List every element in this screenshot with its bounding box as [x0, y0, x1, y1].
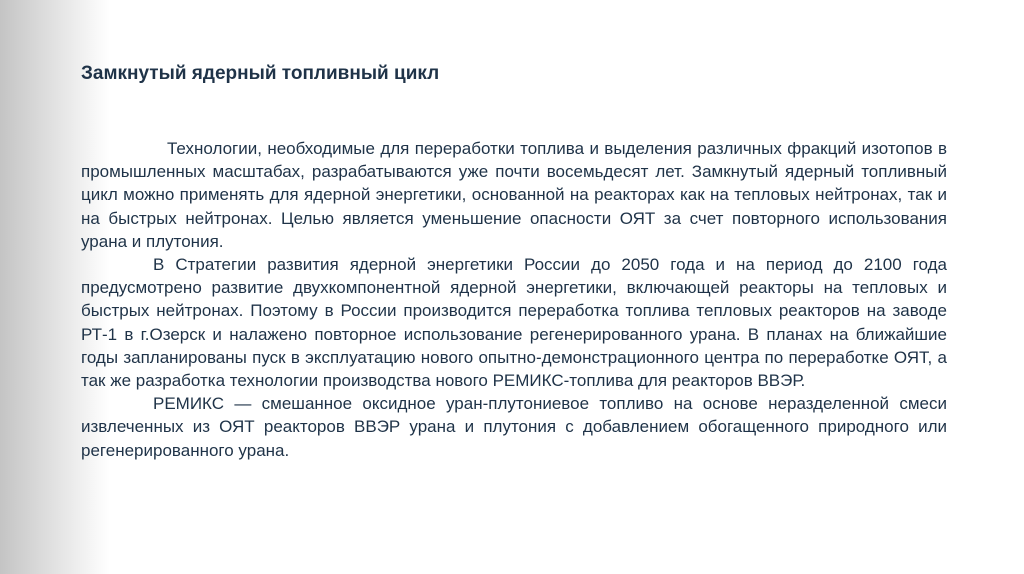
- slide-title: Замкнутый ядерный топливный цикл: [81, 63, 440, 84]
- paragraph-remix: РЕМИКС — смешанное оксидное уран-плутониевое топливо на основе неразделенной смеси извлеченных из ОЯТ реакторов ВВЭР урана и плутония с добавлением обогащенного природного или регенерированного урана.: [81, 394, 947, 460]
- paragraph-technologies: Технологии, необходимые для переработки топлива и выделения различных фракций изотопов в промышленных масштабах, разрабатываются уже почти восемьдесят лет. Замкнутый ядерный топливный цикл можно применять для ядерной энергетики, основанной на реакторах как на тепловых нейтронах, так и на быстрых нейтронах. Целью является уменьшение опасности ОЯТ за счет повторного использования урана и плутония.: [81, 139, 947, 251]
- slide-body: [81, 137, 947, 462]
- paragraph-strategy: В Стратегии развития ядерной энергетики России до 2050 года и на период до 2100 года предусмотрено развитие двухкомпонентной ядерной энергетики, включающей реакторы на тепловых и быстрых нейтронах. Поэтому в России производится переработка топлива тепловых реакторов на заводе РТ-1 в г.Озерск и налажено повторное использование регенерированного урана. В планах на ближайшие годы запланированы пуск в эксплуатацию нового опытно-демонстрационного центра по переработке ОЯТ, а так же разработка технологии производства нового РЕМИКС-топлива для реакторов ВВЭР.: [81, 255, 947, 391]
